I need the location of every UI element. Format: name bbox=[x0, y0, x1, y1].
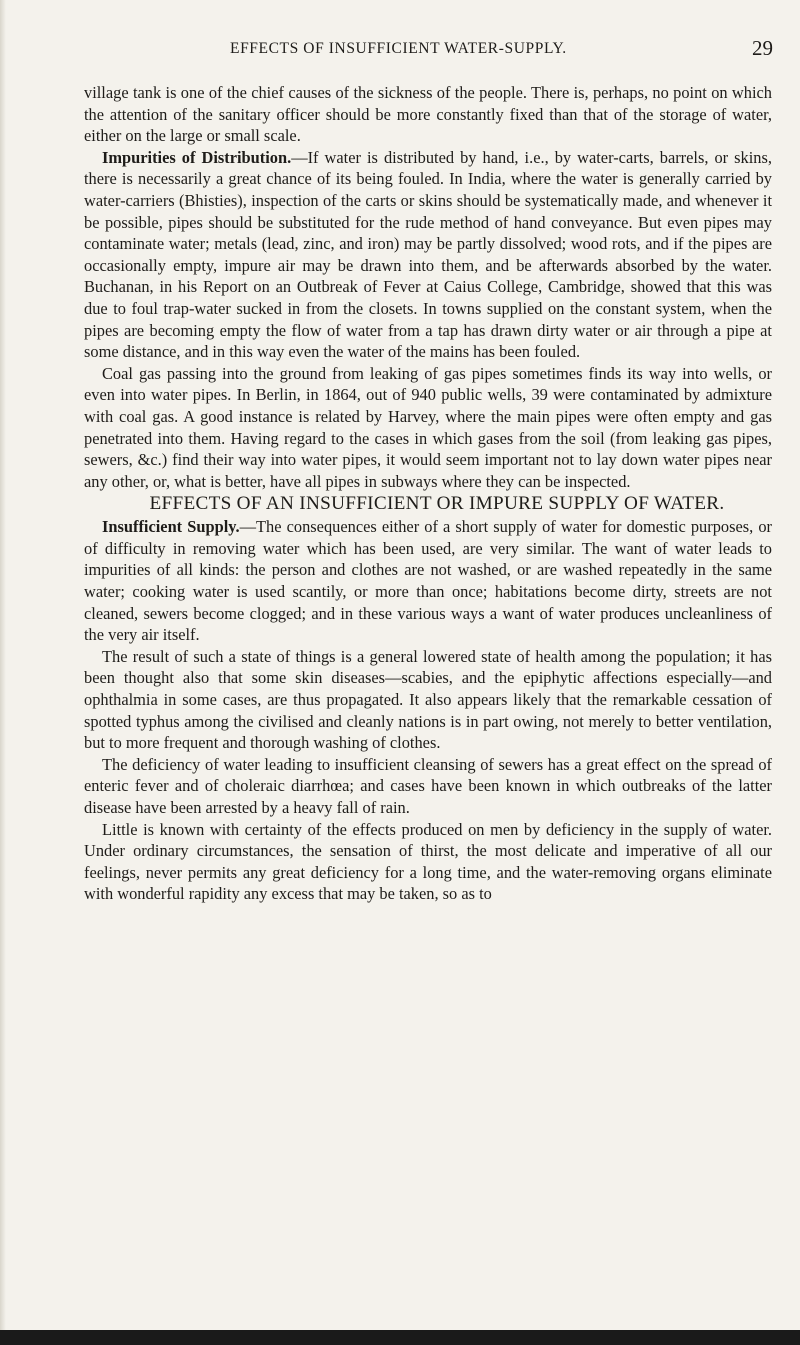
paragraph-little-is-known: Little is known with certainty of the effects produced on men by deficiency in the supply of water. Under ordinary circumstances, the sensation of thirst, the most delicate and imperative of all our feelings, never permits any great deficiency for a long time, and the water-removing organs eliminate with wonderful rapidity any excess that may be taken, so as to bbox=[84, 819, 772, 904]
section-title: EFFECTS OF AN INSUFFICIENT OR IMPURE SUPPLY OF WATER. bbox=[149, 493, 725, 515]
paragraph-text: —The consequences either of a short supply of water for domestic purposes, or of difficulty in removing water which has been used, are very similar. The want of water leads to impurities of all kinds: the person and clothes are not washed, or are washed repeatedly in the same water; cooking water is used scantily, or more than once; habitations become dirty, streets are not cleaned, sewers become clogged; and in these various ways a want of water produces uncleanliness of the very air itself. bbox=[84, 517, 772, 645]
paragraph-deficiency-sewers: The deficiency of water leading to insufficient cleansing of sewers has a great effect on the spread of enteric fever and of choleraic diarrhœa; and cases have been known in which outbreaks of the latter disease have been arrested by a heavy fall of rain. bbox=[84, 754, 772, 817]
paragraph-continued: village tank is one of the chief causes of the sickness of the people. There is, perhaps, no point on which the attention of the sanitary officer should be more constantly fixed than that of the storage of water, either on the large or small scale. bbox=[84, 83, 772, 146]
scan-bottom-edge bbox=[0, 1330, 800, 1345]
page-body bbox=[84, 82, 772, 905]
paragraph-insufficient-supply bbox=[84, 516, 772, 646]
side-heading-insufficient-supply: Insufficient Supply. bbox=[102, 517, 240, 537]
paragraph-result: The result of such a state of things is a general lowered state of health among the population; it has been thought also that some skin diseases—scabies, and the epiphytic affections especially—and ophthalmia in some cases, are thus propagated. It also appears likely that the remarkable cessation of spotted typhus among the civilised and cleanly nations is in part owing, not merely to better ventilation, but to more frequent and thorough washing of clothes. bbox=[84, 646, 772, 753]
paragraph-impurities-of-distribution bbox=[84, 147, 772, 363]
paragraph-text: —If water is distributed by hand, i.e., by water-carts, barrels, or skins, there is necessarily a great chance of its being fouled. In India, where the water is generally carried by water-carriers (Bhisties), inspection of the carts or skins should be systematically made, and whenever it be possible, pipes should be substituted for the rude method of hand conveyance. But even pipes may contaminate water; metals (lead, zinc, and iron) may be partly dissolved; wood rots, and if the pipes are occasionally empty, impure air may be drawn into them, and be afterwards absorbed by the water. Buchanan, in his Report on an Outbreak of Fever at Caius College, Cambridge, showed that this was due to foul trap-water sucked in from the closets. In towns supplied on the constant system, when the pipes are becoming empty the flow of water from a tap has drawn dirty water or air through a pipe at some distance, and in this way even the water of the mains has been fouled. bbox=[84, 147, 772, 362]
side-heading-impurities: Impurities of Distribution. bbox=[102, 147, 292, 167]
page-number: 29 bbox=[752, 36, 773, 60]
paragraph-coal-gas: Coal gas passing into the ground from leaking of gas pipes sometimes finds its way into wells, or even into water pipes. In Berlin, in 1864, out of 940 public wells, 39 were contaminated by admixture with coal gas. A good instance is related by Harvey, where the main pipes were often empty and gas penetrated into them. Having regard to the cases in which gases from the soil (from leaking gas pipes, sewers, &c.) find their way into water pipes, it would seem important not to lay down water pipes near any other, or, what is better, have all pipes in subways where they can be inspected. bbox=[84, 363, 772, 491]
running-title: EFFECTS OF INSUFFICIENT WATER-SUPPLY. bbox=[230, 40, 567, 57]
running-header bbox=[0, 36, 800, 66]
page-left-edge-shadow bbox=[0, 0, 6, 1345]
